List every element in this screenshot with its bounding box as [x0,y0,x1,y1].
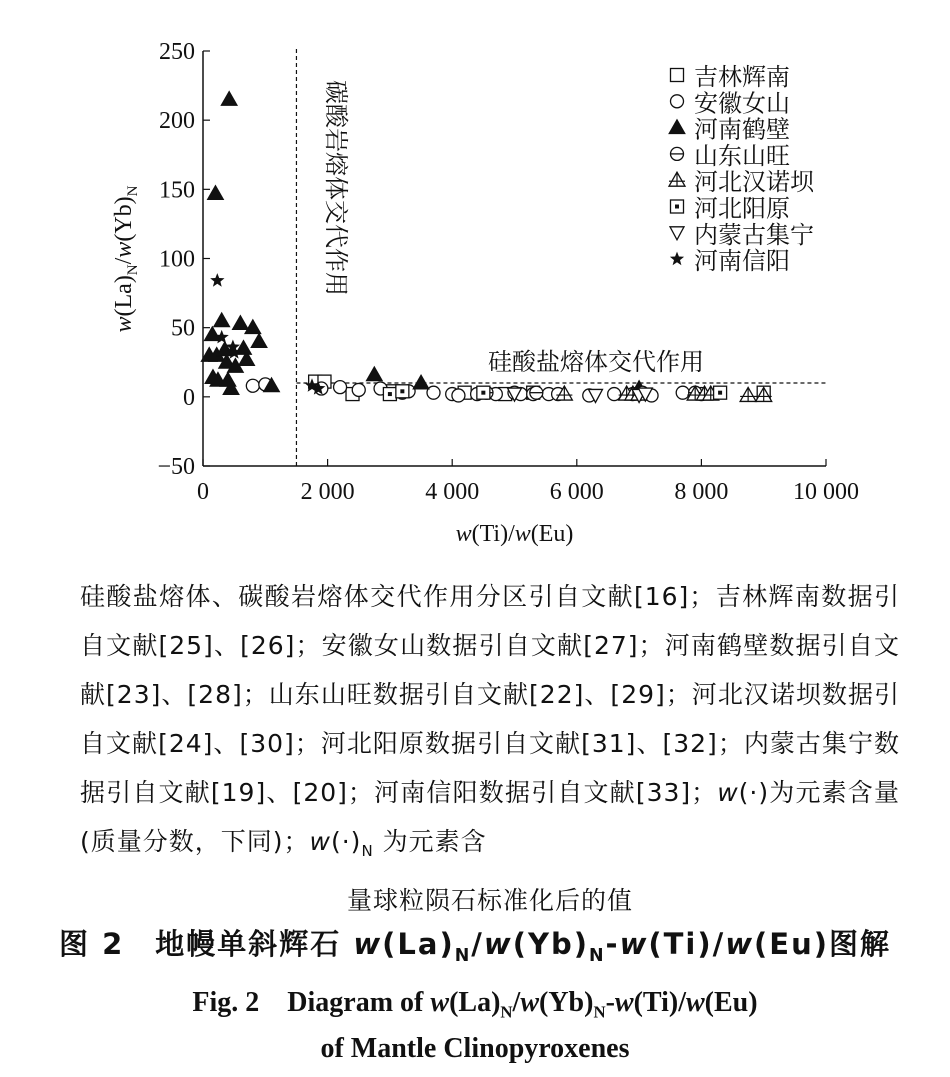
y-tick-label: 100 [159,246,195,273]
caption-en-n1: N [500,1002,513,1022]
caption-en-dash: - [605,987,615,1018]
data-point-center [400,389,404,393]
note-definition-1: (·)为元素含量(质量分数，下同)； [80,778,900,856]
caption-zh-ti: (Ti)/ [648,927,726,961]
x-tick-label: 0 [197,479,209,505]
legend-label: 安徽女山 [694,89,790,118]
x-tick-label: 10 000 [793,479,859,505]
region-annotations [322,80,704,376]
legend-item [671,195,791,223]
legend-item [669,116,790,144]
caption-en-w2: w [520,987,539,1018]
legend-label: 河北阳原 [694,194,790,223]
data-point [246,379,259,392]
y-tick-label: 200 [159,108,195,135]
data-point [352,383,365,396]
note-last-line: 量球粒陨石标准化后的值 [346,886,633,915]
caption-en-slash: / [512,987,521,1018]
note-sentence: 安徽女山数据引自文献[27]； [321,631,665,660]
caption-zh-prefix: 图 2 地幔单斜辉石 [59,927,354,961]
data-point-center [718,391,722,395]
caption-chinese [0,922,950,966]
y-tick-label: 0 [183,384,195,411]
data-point [214,313,230,327]
data-point-center [388,392,392,396]
data-point [251,334,267,348]
legend-label: 河北汉诺坝 [694,168,814,197]
x-tick-label: 8 000 [674,479,729,505]
data-point [207,185,223,199]
note-sentences [80,582,900,807]
data-point [671,95,684,108]
data-point [334,381,347,394]
x-axis-label: w(Ti)/w(Eu) [455,521,574,547]
caption-zh-w2: w [483,927,513,961]
x-tick-label: 6 000 [549,479,604,505]
note-sentence: 河北汉诺坝数据引自文献[24]、[30]； [80,680,901,758]
y-axis-label: $w(La)_N/w(Yb)_N$ [111,185,141,333]
caption-zh-la: (La) [382,927,455,961]
caption-zh-slash: / [471,927,484,961]
caption-zh-w3: w [619,927,649,961]
legend-item [669,168,815,196]
note-subscript-n: N [361,842,374,860]
caption-en-n2: N [593,1002,606,1022]
caption-en-eu: (Eu) [704,987,758,1018]
caption-en-ti: (Ti)/ [633,987,686,1018]
caption-en-w1: w [430,987,450,1018]
note-sentence: 吉林辉南数据引自文献[25]、[26]； [80,582,900,660]
caption-english [0,980,950,1023]
data-point [210,273,224,287]
y-tick-label: 50 [171,315,195,342]
data-point [413,375,429,389]
note-sentence: 内蒙古集宁数据引自文献[19]、[20]； [80,729,901,807]
legend-item [670,221,814,249]
caption-zh-n2: N [588,945,606,966]
caption-en-w3: w [614,987,634,1018]
silicate-annotation: 硅酸盐熔体交代作用 [488,348,704,376]
caption-zh-yb: (Yb) [512,927,589,961]
note-definition-2b: 为元素含 [373,827,487,856]
x-tick-label: 4 000 [425,479,480,505]
data-point [232,316,248,330]
figure-note [80,572,900,925]
caption-zh-w1: w [353,927,383,961]
note-definition-2a: (·) [330,827,362,856]
caption-zh-dash: - [605,927,620,961]
caption-zh-eu: (Eu) [754,927,829,961]
data-point [671,69,684,82]
note-sentence: 山东山旺数据引自文献[22]、[29]； [268,680,692,709]
legend-label: 山东山旺 [694,141,790,170]
y-tick-label: −50 [157,454,195,480]
legend-item [671,89,791,117]
caption-en-yb: (Yb) [539,987,594,1018]
data-point-center [481,391,485,395]
legend-item [671,142,791,170]
data-point [676,386,689,399]
legend-item [670,247,790,275]
caption-en-prefix: Fig. 2 Diagram of [192,987,431,1018]
data-point [221,91,237,105]
data-point-center [675,205,679,209]
legend-label: 吉林辉南 [694,63,790,91]
note-sentence: 硅酸盐熔体、碳酸岩熔体交代作用分区引自文献[16]； [80,582,716,611]
legend-item [671,63,791,91]
data-point [670,252,684,266]
y-tick-label: 250 [159,39,195,65]
caption-en-w4: w [685,987,705,1018]
data-point [669,120,685,134]
x-tick-label: 2 000 [300,479,355,505]
note-sentence: 河南信阳数据引自文献[33]； [373,778,718,807]
legend-label: 河南信阳 [694,247,790,276]
data-point [366,367,382,381]
note-sentence: 河南鹤壁数据引自文献[23]、[28]； [80,631,900,709]
carbonatite-annotation: 碳酸岩熔体交代作用 [322,80,350,296]
data-point [452,389,465,402]
legend-label: 内蒙古集宁 [694,220,814,249]
note-sentence: 河北阳原数据引自文献[31]、[32]； [320,729,744,758]
caption-en-la: (La) [449,987,501,1018]
note-var-w2: w [309,827,331,856]
data-point [204,327,220,341]
data-point [215,330,229,344]
caption-english-line2: of Mantle Clinopyroxenes [320,1033,630,1064]
caption-zh-w4: w [725,927,754,961]
y-tick-label: 150 [159,177,195,204]
legend [669,63,815,275]
note-var-w: w [717,778,739,807]
caption-zh-suffix: 图解 [828,927,891,961]
data-point [670,227,684,240]
caption-zh-n1: N [454,945,472,966]
legend-label: 河南鹤壁 [694,115,790,144]
